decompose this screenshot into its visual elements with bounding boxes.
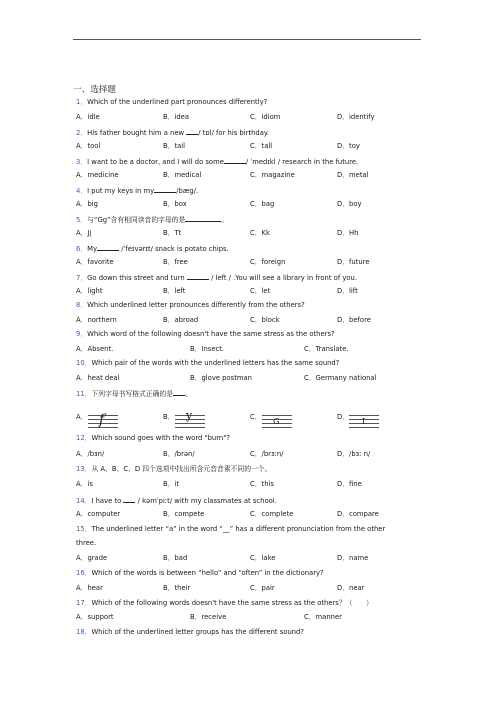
option-b[interactable]: B．idea	[163, 113, 190, 121]
option-a[interactable]: A．heat deal	[76, 374, 120, 382]
option-c[interactable]: C．this	[250, 480, 274, 488]
option-d[interactable]: D．name	[337, 554, 369, 562]
question-15: 15．The underlined letter “a” in the word “__” has a different pronunciation from the other	[76, 525, 386, 533]
options-10	[76, 375, 476, 384]
answer-blank[interactable]	[224, 157, 246, 164]
option-d[interactable]: D．metal	[337, 171, 369, 179]
letter-glyph: y	[186, 409, 193, 422]
option-c[interactable]: C．magazine	[250, 171, 295, 179]
option-d[interactable]: D．compare	[337, 510, 379, 518]
option-c[interactable]: C．idiom	[250, 113, 281, 121]
option-b[interactable]: B．Insect.	[190, 345, 225, 353]
options-3	[76, 172, 476, 181]
option-d[interactable]: D．Hh	[337, 229, 359, 237]
options-2	[76, 143, 476, 152]
option-a[interactable]: A．light	[76, 287, 103, 295]
writing-grid	[88, 414, 118, 430]
option-c[interactable]: C．foreign	[250, 258, 286, 266]
option-d[interactable]: D．boy	[337, 200, 362, 208]
option-a[interactable]: A．idle	[76, 113, 100, 121]
option-c[interactable]: C．/brɜːn/	[250, 450, 284, 458]
options-12	[76, 451, 476, 460]
options-5	[76, 230, 476, 239]
answer-blank[interactable]	[97, 244, 119, 251]
options-9	[76, 346, 476, 355]
answer-blank[interactable]	[123, 496, 135, 503]
writing-grid	[262, 414, 292, 430]
question-3: 3．I want to be a doctor, and I will do some / ˈmedɪkl / research in the future.	[76, 158, 359, 166]
option-b[interactable]: B．left	[163, 287, 186, 295]
option-a[interactable]: A．Jj	[76, 229, 92, 237]
options-11: A． f B． y C． G D． I	[76, 414, 476, 423]
letter-glyph: f	[99, 412, 105, 428]
option-b[interactable]: B．Tt	[163, 229, 182, 237]
options-16	[76, 585, 476, 594]
option-d[interactable]: D．future	[337, 258, 370, 266]
question-8: 8．Which underlined letter pronounces differently from the others?	[76, 301, 305, 309]
question-1: 1．Which of the underlined part pronounces differently?	[76, 98, 268, 106]
answer-blank[interactable]	[186, 128, 198, 135]
option-b[interactable]: B．glove postman	[190, 374, 252, 382]
options-17	[76, 614, 476, 623]
option-b[interactable]: B．compete	[163, 510, 205, 518]
option-c[interactable]: C．pair	[250, 584, 275, 592]
options-8	[76, 317, 476, 326]
option-c[interactable]: C．Kk	[250, 229, 270, 237]
option-a[interactable]: A．/bɜn/	[76, 450, 105, 458]
option-a[interactable]: A．computer	[76, 510, 121, 518]
option-a[interactable]: A．is	[76, 480, 93, 488]
option-c[interactable]: C．tall	[250, 142, 273, 150]
option-c[interactable]: C．let	[250, 287, 271, 295]
option-c[interactable]: C．bag	[250, 200, 275, 208]
option-a[interactable]: A．Absent.	[76, 345, 114, 353]
question-4: 4．I put my keys in my /bæg/.	[76, 187, 199, 195]
options-7	[76, 288, 476, 297]
option-b[interactable]: B．medical	[163, 171, 202, 179]
options-13	[76, 481, 476, 490]
question-10: 10．Which pair of the words with the underlined letters has the same sound?	[76, 359, 340, 367]
option-b[interactable]: B．abroad	[163, 316, 199, 324]
option-d[interactable]: D．near	[337, 584, 365, 592]
answer-blank[interactable]	[154, 186, 176, 193]
option-c[interactable]: C．lake	[250, 554, 276, 562]
question-7: 7．Go down this street and turn / left / .You will see a library in front of you.	[76, 274, 358, 282]
option-b[interactable]: B．bad	[163, 554, 188, 562]
options-1	[76, 114, 476, 123]
option-b[interactable]: B．box	[163, 200, 187, 208]
option-b[interactable]: B．tail	[163, 142, 186, 150]
question-6: 6．My /ˈfeɪvərɪt/ snack is potato chips.	[76, 245, 229, 253]
question-12: 12．Which sound goes with the word "burn"?	[76, 434, 230, 442]
answer-blank[interactable]	[187, 273, 209, 280]
option-b[interactable]: B．free	[163, 258, 188, 266]
question-15-continued: three.	[76, 539, 97, 547]
option-a[interactable]: A．big	[76, 200, 98, 208]
option-b[interactable]: B．/brən/	[163, 450, 195, 458]
answer-blank[interactable]	[173, 389, 185, 396]
option-a[interactable]: A．support	[76, 613, 114, 621]
option-d[interactable]: D．/bɜː n/	[337, 450, 371, 458]
option-b[interactable]: B．it	[163, 480, 180, 488]
option-c[interactable]: C．complete	[250, 510, 294, 518]
option-a[interactable]: A．northern	[76, 316, 117, 324]
header-rule	[73, 39, 421, 40]
options-15	[76, 555, 476, 564]
option-d[interactable]: D．before	[337, 316, 371, 324]
option-a[interactable]: A．grade	[76, 554, 108, 562]
option-c[interactable]: C．Translate.	[304, 345, 349, 353]
options-6	[76, 259, 476, 268]
option-a[interactable]: A．hear	[76, 584, 103, 592]
option-d[interactable]: D．toy	[337, 142, 360, 150]
question-11: 11．下列字母书写格式正确的是 。	[76, 390, 192, 398]
section-title: 一、选择题	[73, 85, 116, 95]
option-d[interactable]: D．fine	[337, 480, 362, 488]
question-13: 13．从 A、B、C、D 四个选项中找出所含元音音素不同的一个。	[76, 465, 272, 473]
option-c[interactable]: C．Germany national	[304, 374, 377, 382]
option-c[interactable]: C．block	[250, 316, 280, 324]
question-18: 18．Which of the underlined letter groups has the different sound?	[76, 628, 304, 636]
options-4	[76, 201, 476, 210]
letter-glyph: G	[273, 417, 280, 426]
option-a[interactable]: A．tool	[76, 142, 101, 150]
option-d[interactable]: D．lift	[337, 287, 358, 295]
option-a[interactable]: A．medicine	[76, 171, 119, 179]
question-14: 14．I have to / kəmˈpiːt/ with my classmates at school.	[76, 497, 277, 505]
answer-blank[interactable]	[185, 215, 221, 222]
option-d[interactable]: D．identify	[337, 113, 375, 121]
option-a[interactable]: A．favorite	[76, 258, 114, 266]
question-2: 2．His father bought him a new / tɒl/ for his birthday.	[76, 129, 270, 137]
options-14	[76, 511, 476, 520]
writing-grid	[349, 414, 379, 430]
option-b[interactable]: B．their	[163, 584, 191, 592]
letter-glyph: I	[362, 417, 366, 426]
writing-grid	[175, 409, 205, 430]
option-c[interactable]: C．manner	[304, 613, 342, 621]
question-9: 9．Which word of the following doesn't have the same stress as the others?	[76, 330, 335, 338]
option-b[interactable]: B．receive	[190, 613, 227, 621]
question-16: 16．Which of the words is between “hello” and “often” in the dictionary?	[76, 569, 324, 577]
question-17: 17．Which of the following words doesn't have the same stress as the others？（ ）	[76, 599, 373, 607]
question-5: 5．与“Gg”含有相同读音的字母的是 。	[76, 216, 229, 224]
